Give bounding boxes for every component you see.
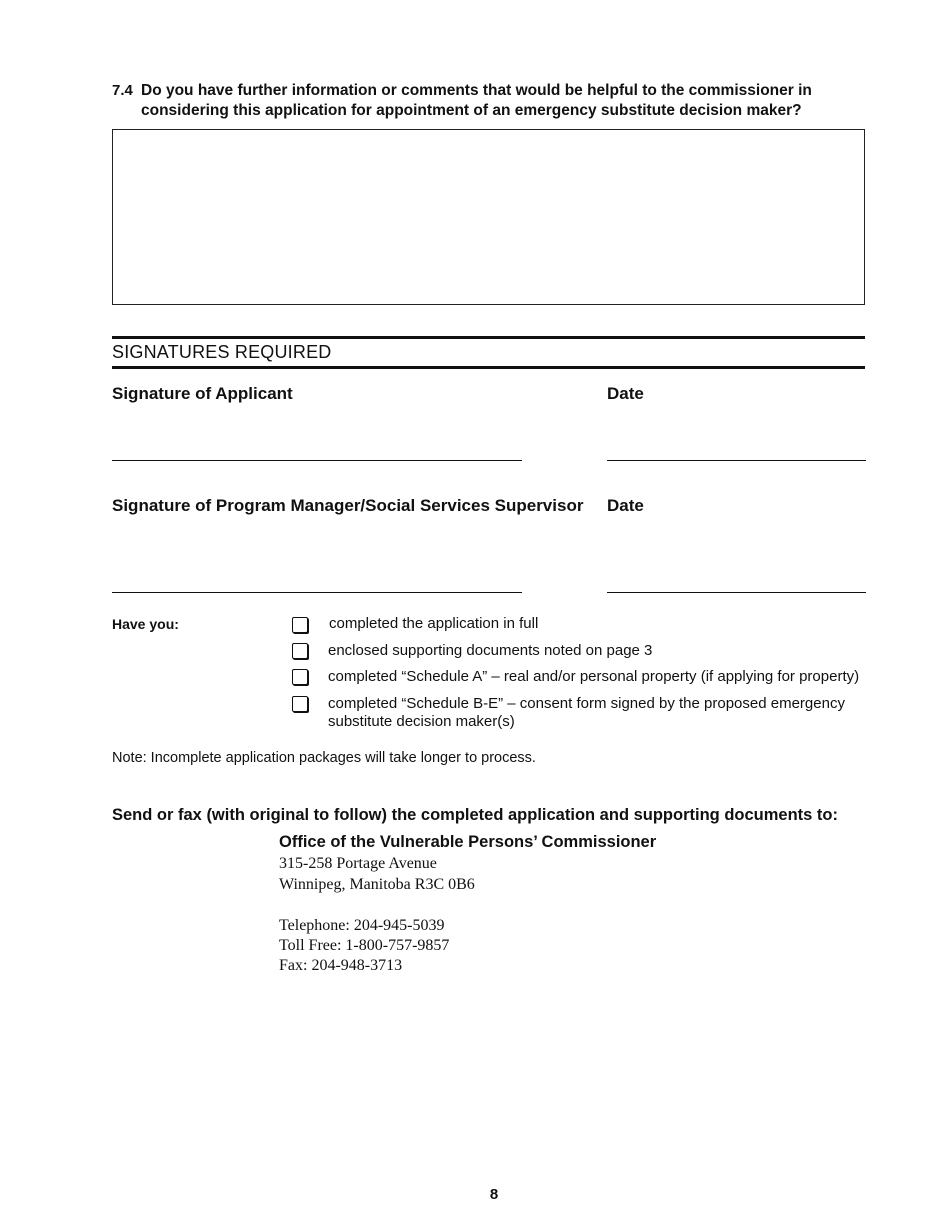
supervisor-signature-line[interactable] [112, 592, 522, 593]
question-text: Do you have further information or comments that would be helpful to the commissioner in considering this application for appointment of an emergency substitute decision maker? [141, 82, 812, 119]
checklist-item-text: completed the application in full [329, 615, 539, 632]
office-telephone: Telephone: 204-945-5039 [279, 917, 445, 934]
signatures-section-title: SIGNATURES REQUIRED [112, 342, 332, 362]
section-top-rule [112, 336, 865, 339]
checkbox-schedule-a[interactable] [292, 669, 308, 685]
checkbox-schedule-b-e[interactable] [292, 696, 308, 712]
processing-note: Note: Incomplete application packages will take longer to process. [112, 750, 536, 766]
checkbox-supporting-documents[interactable] [292, 643, 308, 659]
question-number: 7.4 [112, 82, 133, 99]
office-toll-free: Toll Free: 1-800-757-9857 [279, 937, 450, 954]
checklist-item-text: completed “Schedule B-E” – consent form signed by the proposed emergency substitute decision maker(s) [328, 695, 845, 730]
checklist-label: Have you: [112, 616, 179, 632]
supervisor-signature-label: Signature of Program Manager/Social Services Supervisor [112, 496, 584, 515]
page-number: 8 [489, 1186, 499, 1203]
applicant-date-line[interactable] [607, 460, 866, 461]
section-bottom-rule [112, 366, 865, 369]
checkbox-application-complete[interactable] [292, 617, 308, 633]
comments-textarea[interactable] [112, 129, 865, 305]
applicant-signature-line[interactable] [112, 460, 522, 461]
office-address-line2: Winnipeg, Manitoba R3C 0B6 [279, 876, 475, 893]
office-name: Office of the Vulnerable Persons’ Commissioner [279, 833, 657, 851]
office-address-line1: 315-258 Portage Avenue [279, 855, 437, 872]
applicant-signature-label: Signature of Applicant [112, 384, 293, 403]
office-fax: Fax: 204-948-3713 [279, 957, 403, 974]
supervisor-date-label: Date [607, 496, 644, 515]
send-instruction: Send or fax (with original to follow) the completed application and supporting documents to: [112, 806, 838, 824]
applicant-date-label: Date [607, 384, 644, 403]
checklist-item-text: enclosed supporting documents noted on page 3 [328, 642, 653, 659]
checklist-item-text: completed “Schedule A” – real and/or personal property (if applying for property) [328, 668, 860, 685]
supervisor-date-line[interactable] [607, 592, 866, 593]
